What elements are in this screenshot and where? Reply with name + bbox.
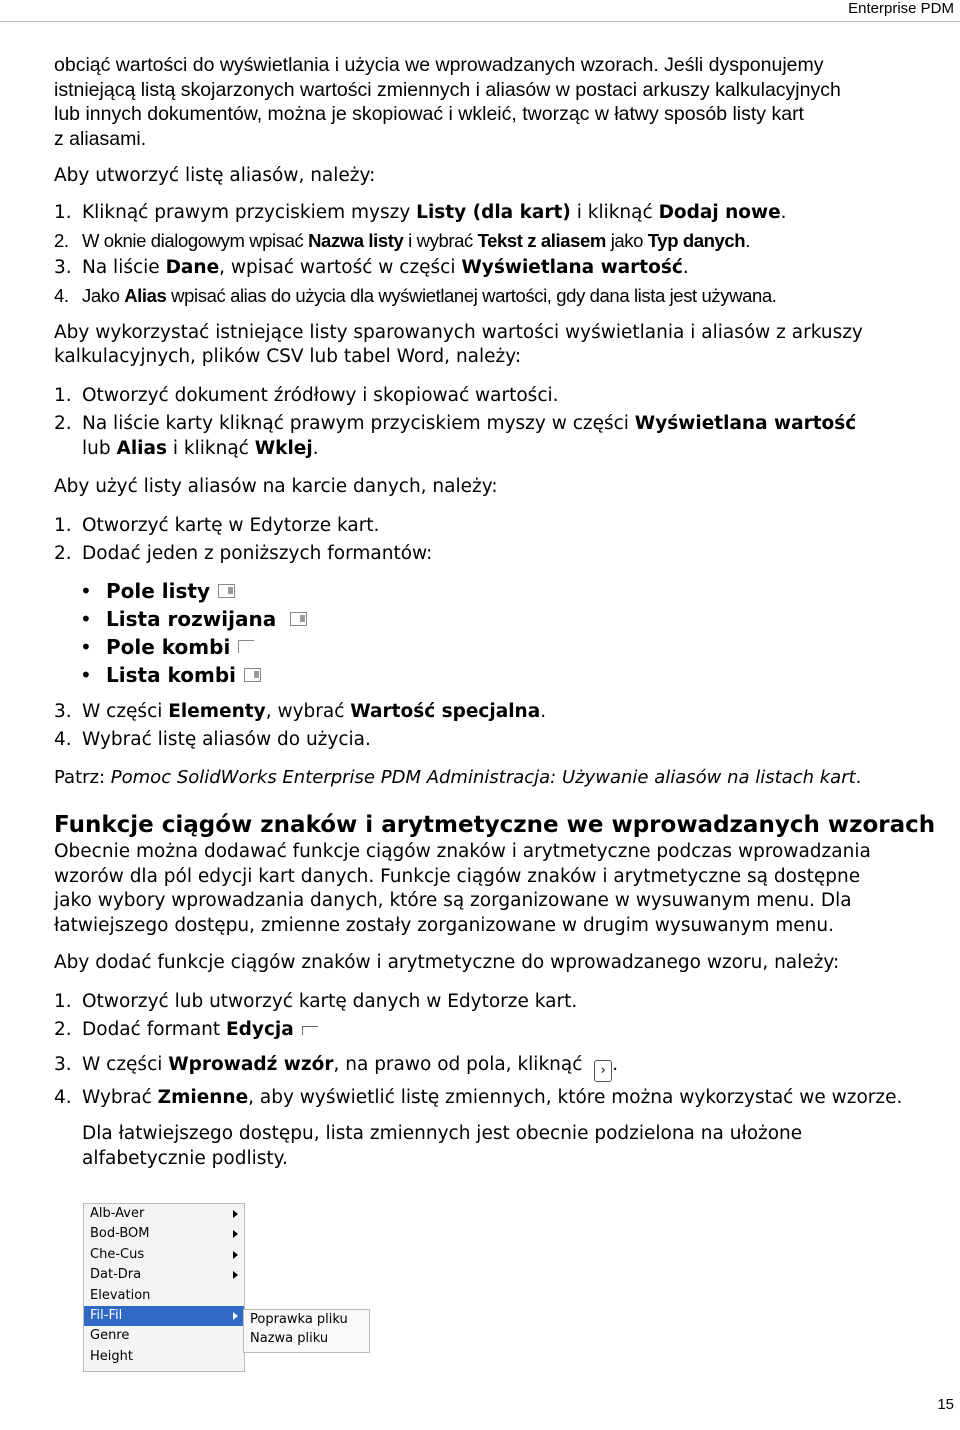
menu-item[interactable]: Bod-BOM xyxy=(84,1224,244,1244)
intro-line: obciąć wartości do wyświetlania i użycia we wprowadzanych wzorach. Jeśli dysponujemy xyxy=(54,54,824,76)
section-body-line: łatwiejszego dostępu, zmienne zostały zorganizowane w drugim wysuwanym menu. xyxy=(54,914,835,936)
menu-item[interactable]: Dat-Dra xyxy=(84,1265,244,1285)
menu-item[interactable]: Height xyxy=(90,1348,133,1364)
section-lead: Aby dodać funkcje ciągów znaków i arytmetyczne do wprowadzanego wzoru, należy: xyxy=(54,952,840,973)
existing-step-1: 1. Otworzyć dokument źródłowy i skopiować wartości. xyxy=(54,384,559,406)
intro-paragraph xyxy=(54,53,960,151)
see-also: Patrz: Pomoc SolidWorks Enterprise PDM Administracja: Używanie aliasów na listach kart. xyxy=(54,766,862,788)
menu-item[interactable]: Alb-Aver xyxy=(84,1204,244,1224)
control-item: • Lista rozwijana xyxy=(54,605,960,633)
create-step-4: 4. Jako Alias wpisać alias do użycia dla wyświetlanej wartości, gdy dana lista jest używana. xyxy=(54,285,777,306)
formula-flyout-button-icon: › xyxy=(594,1060,612,1082)
intro-line: istniejącą listą skojarzonych wartości zmiennych i aliasów w postaci arkuszy kalkulacyjnych xyxy=(54,78,841,101)
intro-line: lub innych dokumentów, można je skopiować i wkleić, tworząc w łatwy sposób listy kart xyxy=(54,103,804,125)
control-item: • Pole kombi xyxy=(54,633,960,661)
submenu-item[interactable]: Nazwa pliku xyxy=(250,1331,329,1346)
control-item: • Pole listy xyxy=(54,577,960,605)
card-step-4: 4. Wybrać listę aliasów do użycia. xyxy=(54,729,371,750)
create-step-1: 1. Kliknąć prawym przyciskiem myszy Listy (dla kart) i kliknąć Dodaj nowe. xyxy=(54,201,787,223)
card-step-3: 3. W części Elementy, wybrać Wartość specjalna. xyxy=(54,700,547,722)
section-heading: Funkcje ciągów znaków i arytmetyczne we wprowadzanych wzorach xyxy=(54,812,936,838)
menu-item[interactable]: Elevation xyxy=(90,1287,151,1303)
submenu-arrow-icon xyxy=(233,1210,238,1218)
section-step-1: 1. Otworzyć lub utworzyć kartę danych w Edytorze kart. xyxy=(54,990,578,1012)
submenu-arrow-icon xyxy=(233,1230,238,1238)
header-title: Enterprise PDM xyxy=(848,0,954,17)
control-item: • Lista kombi xyxy=(54,661,960,689)
create-step-2: 2. W oknie dialogowym wpisać Nazwa listy i wybrać Tekst z aliasem jako Typ danych. xyxy=(54,230,750,251)
combobox-icon xyxy=(238,640,254,653)
section-body-line: jako wybory wprowadzania danych, które są zorganizowane w wysuwanym menu. Dla xyxy=(54,890,852,911)
menu-item[interactable]: Genre xyxy=(90,1328,130,1344)
submenu-item[interactable]: Poprawka pliku xyxy=(250,1312,348,1327)
page-number: 15 xyxy=(937,1396,954,1413)
card-step-1: 1. Otworzyć kartę w Edytorze kart. xyxy=(54,514,380,536)
existing-step-2-cont: lub Alias i kliknąć Wklej. xyxy=(82,437,319,459)
section-note: alfabetycznie podlisty. xyxy=(82,1147,288,1169)
create-list-lead: Aby utworzyć listę aliasów, należy: xyxy=(54,165,376,186)
section-body-line: wzorów dla pól edycji kart danych. Funkcje ciągów znaków i arytmetyczne są dostępne xyxy=(54,865,861,887)
page-content xyxy=(54,53,960,1171)
submenu-arrow-icon xyxy=(233,1271,238,1279)
section-step-4: 4. Wybrać Zmienne, aby wyświetlić listę zmiennych, które można wykorzystać we wzorze. xyxy=(54,1086,903,1108)
edit-control-icon xyxy=(302,1026,318,1035)
dropdown-icon xyxy=(290,612,307,626)
section-step-2: 2. Dodać formant Edycja xyxy=(54,1018,960,1043)
submenu-arrow-icon xyxy=(233,1312,238,1320)
section-note: Dla łatwiejszego dostępu, lista zmiennych jest obecnie podzielona na ułożone xyxy=(82,1123,803,1144)
variables-submenu xyxy=(243,1309,370,1353)
existing-step-2: 2. Na liście karty kliknąć prawym przyciskiem myszy w części Wyświetlana wartość xyxy=(54,413,857,434)
use-existing-lead: Aby wykorzystać istniejące listy sparowanych wartości wyświetlania i aliasów z arkuszy xyxy=(54,321,863,343)
variables-menu xyxy=(83,1203,245,1372)
combolist-icon xyxy=(244,668,261,682)
menu-item[interactable]: Che-Cus xyxy=(84,1245,244,1265)
header-rule xyxy=(0,21,960,22)
menu-item-selected[interactable]: Fil-Fil xyxy=(84,1306,244,1326)
listbox-icon xyxy=(218,584,235,598)
create-step-3: 3. Na liście Dane, wpisać wartość w części Wyświetlana wartość. xyxy=(54,256,689,278)
use-existing-lead-2: kalkulacyjnych, plików CSV lub tabel Word, należy: xyxy=(54,346,522,367)
card-step-2: 2. Dodać jeden z poniższych formantów: xyxy=(54,543,433,564)
use-card-lead: Aby użyć listy aliasów na karcie danych, należy: xyxy=(54,476,498,497)
intro-line: z aliasami. xyxy=(54,127,147,150)
submenu-arrow-icon xyxy=(233,1251,238,1259)
section-body-line: Obecnie można dodawać funkcje ciągów znaków i arytmetyczne podczas wprowadzania xyxy=(54,841,871,862)
section-step-3: 3. W części Wprowadź wzór, na prawo od pola, kliknąć › . xyxy=(54,1053,960,1082)
